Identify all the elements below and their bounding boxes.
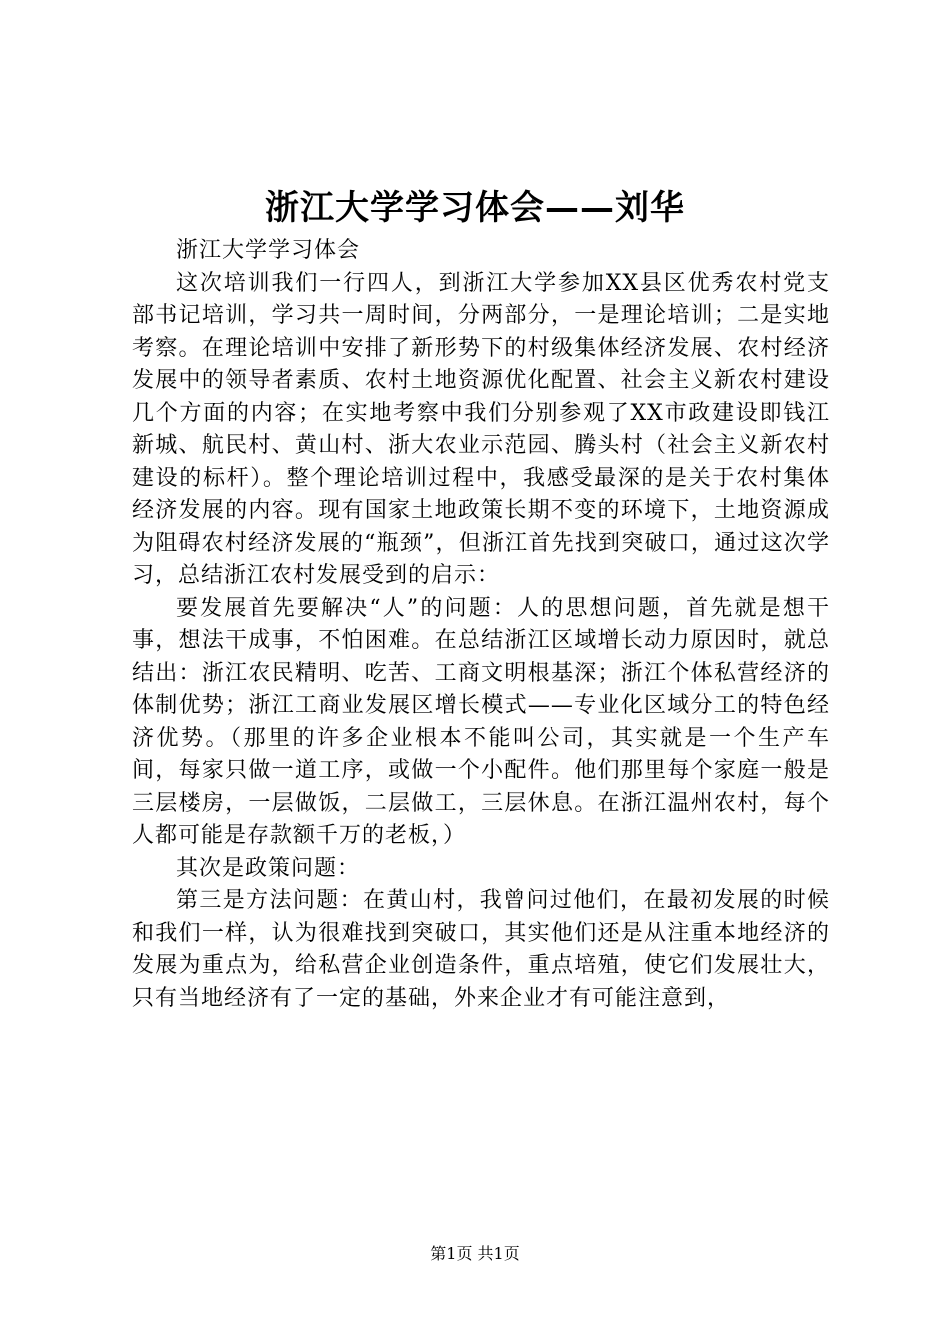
document-body [132, 235, 830, 1015]
page-footer: 第1页 共1页 [430, 1244, 520, 1263]
paragraph-people-issue: 要发展首先要解决“人”的问题：人的思想问题，首先就是想干事，想法干成事，不怕困难。在总结浙江区域增长动力原因时，就总结出：浙江农民精明、吃苦、工商文明根基深；浙江个体私营经济的体制优势；浙江工商业发展区增长模式——专业化区域分工的特色经济优势。（那里的许多企业根本不能叫公司，其实就是一个生产车间，每家只做一道工序，或做一个小配件。他们那里每个家庭一般是三层楼房，一层做饭，二层做工，三层休息。在浙江温州农村，每个人都可能是存款额千万的老板，） [132, 595, 830, 848]
paragraph-method-issue: 第三是方法问题：在黄山村，我曾问过他们，在最初发展的时候和我们一样，认为很难找到突破口，其实他们还是从注重本地经济的发展为重点为，给私营企业创造条件，重点培殖，使它们发展壮大，只有当地经济有了一定的基础，外来企业才有可能注意到， [132, 888, 830, 1011]
paragraph-intro: 这次培训我们一行四人，到浙江大学参加XX县区优秀农村党支部书记培训，学习共一周时间，分两部分，一是理论培训；二是实地考察。在理论培训中安排了新形势下的村级集体经济发展、农村经济发展中的领导者素质、农村土地资源优化配置、社会主义新农村建设几个方面的内容；在实地考察中我们分别参观了XX市政建设即钱江新城、航民村、黄山村、浙大农业示范园、腾头村（社会主义新农村建设的标杆）。整个理论培训过程中，我感受最深的是关于农村集体经济发展的内容。现有国家土地政策长期不变的环境下，土地资源成为阻碍农村经济发展的“瓶颈”，但浙江首先找到突破口，通过这次学习，总结浙江农村发展受到的启示： [132, 270, 830, 588]
paragraph-policy-issue: 其次是政策问题： [176, 855, 361, 881]
document-title: 浙江大学学习体会——刘华 [265, 188, 685, 228]
paragraph-subtitle: 浙江大学学习体会 [176, 238, 361, 263]
